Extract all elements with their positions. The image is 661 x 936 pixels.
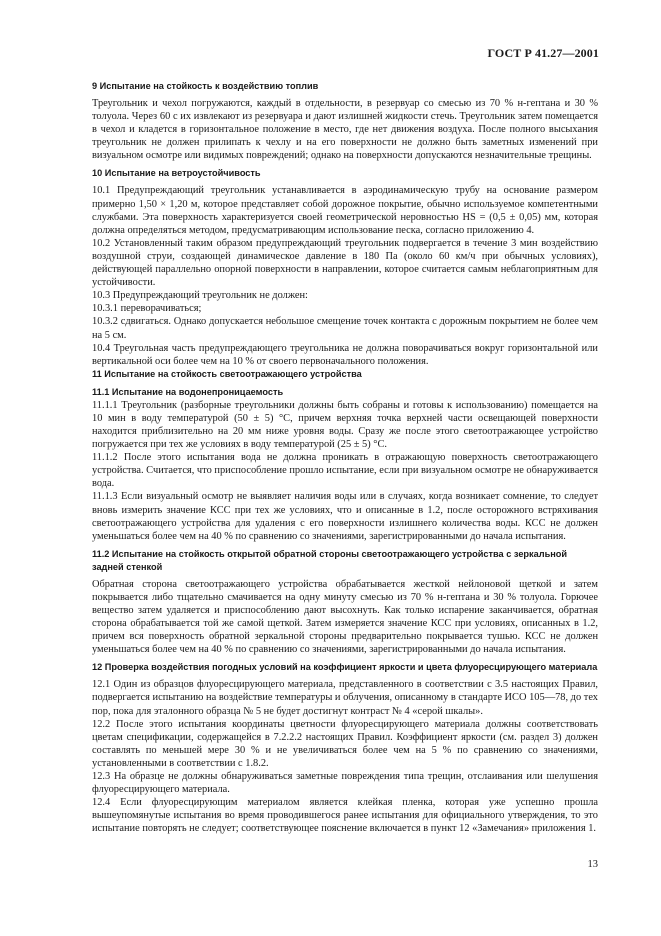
paragraph: 10.1 Предупреждающий треугольник устанавливается в аэродинамическую трубу на основание размером примерно 1,50 × 1,20 м, которое представляет собой дорожное покрытие, обычно используемое компетентными службами. Эта поверхность характеризуется своей геометрической неровностью HS = (0,5 ± 0,05) мм, которая должна определяться методом, предусматривающим использование песка, согласно приложению 4. — [92, 185, 598, 236]
paragraph: 10.2 Установленный таким образом предупреждающий треугольник подвергается в течение 3 мин воздействию воздушной струи, создающей динамическое давление в 180 Па (около 60 км/ч при обычных условиях), действующей параллельно опорной поверхности в направлении, которое считается самым неблагоприятным для устойчивости. — [92, 237, 598, 289]
paragraph: 10.3 Предупреждающий треугольник не должен: — [92, 290, 308, 302]
paragraph: 11.1.1 Треугольник (разборные треугольники должны быть собраны и готовы к использованию) помещается на 10 мин в воду температурой (50 ± 5) °С, причем верхняя точка верхней части освещающей поверхности находится приблизительно на 20 мм ниже уровня воды. Сразу же после этого светоотражающее устройство погружается при тех же условиях в воду температурой (25 ± 5) °С. — [92, 399, 598, 451]
paragraph: Обратная сторона светоотражающего устройства обрабатывается жесткой нейлоновой щеткой и затем покрывается либо тщательно смачивается на одну минуту смесью из 70 % н-гептана и 30 % толуола. Горючее вещество затем удаляется и приспособлению дают высохнуть. Как только испарение заканчивается, обратная сторона обрабатывается той же самой щеткой. Затем измеряется значение КСС при условиях, описанных в 1.2, причем вся поверхность обратной зеркальной стороны предварительно покрывается тушью. КСС не должен уменьшаться более чем на 40 % по сравнению со значениями, зарегистрированными до начала испытания. — [92, 578, 598, 656]
document-body — [92, 80, 598, 836]
paragraph: 10.3.1 переворачиваться; — [92, 303, 202, 315]
page-number: 13 — [587, 859, 598, 870]
section-heading: 12 Проверка воздействия погодных условий на коэффициент яркости и цвета флуоресцирующего материала — [92, 662, 598, 673]
section-heading: 10 Испытание на ветроустойчивость — [92, 168, 261, 179]
section-heading: 9 Испытание на стойкость к воздействию топлив — [92, 81, 319, 91]
paragraph: 12.3 На образце не должны обнаруживаться заметные повреждения типа трещин, отслаивания или шелушения флуоресцирующего материала. — [92, 771, 598, 796]
paragraph: 12.4 Если флуоресцирующим материалом является клейкая пленка, которая уже успешно прошла вышеупомянутые испытания во время проводившегося ранее испытания для официального утверждения, то это испытание повторять не следует; соответствующее пояснение включается в пункт 12 «Замечания» приложения 1. — [92, 797, 598, 835]
paragraph: 12.2 После этого испытания координаты цветности флуоресцирующего материала должны соответствовать цветам спецификации, содержащейся в 7.2.2.2 настоящих Правил. Коэффициент яркости (см. раздел 3) должен составлять по меньшей мере 30 % и не увеличиваться более чем на 5 % по сравнению со значениями, установленными в соответствии с 1.8.2. — [92, 718, 598, 769]
paragraph: 11.1.2 После этого испытания вода не должна проникать в отражающую поверхность светоотражающего устройства. Считается, что приспособление прошло испытание, если при визуальном осмотре не обнаруживается вода. — [92, 452, 598, 490]
standard-header: ГОСТ Р 41.27—2001 — [487, 46, 599, 60]
paragraph: 10.3.2 сдвигаться. Однако допускается небольшое смещение точек контакта с дорожным покрытием не более чем на 5 см. — [92, 316, 598, 341]
paragraph: 12.1 Один из образцов флуоресцирующего материала, представленного в соответствии с 3.5 настоящих Правил, подвергается испытанию на воздействие температуры и облучения, описанному в стандарте ИСО 105—78, до тех пор, пока для эталонного образца № 5 не будет достигнут контраст № 4 «серой шкалы». — [92, 679, 598, 717]
section-heading: 11 Испытание на стойкость светоотражающего устройства — [92, 368, 362, 379]
paragraph: 11.1.3 Если визуальный осмотр не выявляет наличия воды или в случаях, когда возникает сомнение, то следует вновь измерить значение КСС при тех же условиях, что и описанные в 1.2, после осторожного встряхивания светоотражающего устройства для удаления с его поверхности излишнего количества воды. КСС не должен уменьшаться более чем на 40 % по сравнению со значениями, зарегистрированными до начала испытания. — [92, 491, 598, 542]
subsection-heading: 11.2 Испытание на стойкость открытой обратной стороны светоотражающего устройства с зеркальной задней стенкой — [92, 548, 568, 572]
subsection-heading: 11.1 Испытание на водонепроницаемость — [92, 386, 284, 397]
paragraph: Треугольник и чехол погружаются, каждый в отдельности, в резервуар со смесью из 70 % н-гептана и 30 % толуола. Через 60 с их извлекают из резервуара и дают излишней жидкости стечь. Треугольник затем помещается в чехол и кладется в горизонтальное положение в место, где нет движения воздуха. После полного высыхания треугольник не должен прилипать к чехлу и на его поверхности не должно быть заметных изменений при визуальном осмотре или видимых повреждений; однако на поверхности допускаются незначительные трещины. — [92, 98, 598, 162]
paragraph: 10.4 Треугольная часть предупреждающего треугольника не должна поворачиваться вокруг горизонтальной или вертикальной оси более чем на 10 % от своего первоначального положения. — [92, 342, 598, 367]
